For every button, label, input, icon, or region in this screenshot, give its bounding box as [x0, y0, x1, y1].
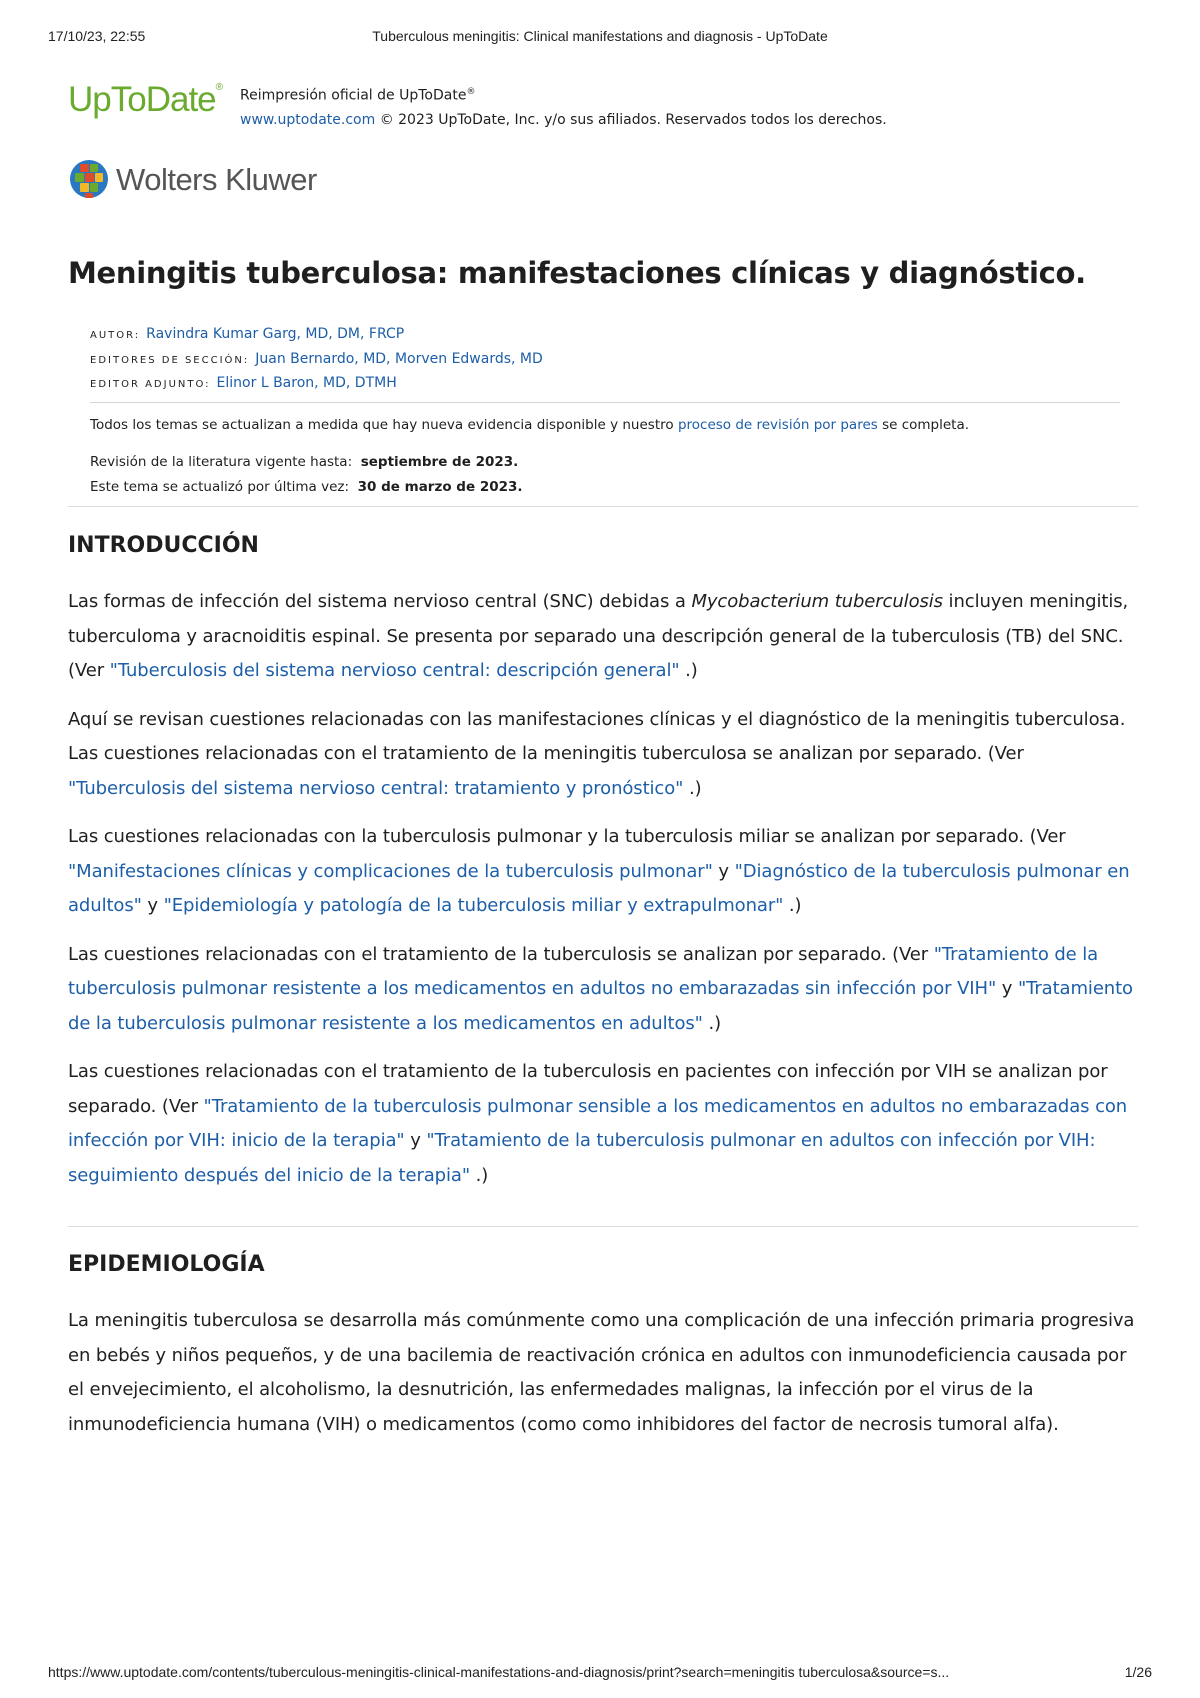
topic-dates: Revisión de la literatura vigente hasta: septiembre de 2023. Este tema se actualizó por última vez: 30 de marzo de 2023. [90, 454, 523, 495]
print-header [48, 28, 1152, 48]
topic-link[interactable]: "Tratamiento de la tuberculosis pulmonar sensible a los medicamentos en adultos no embarazadas con infección por VIH: inicio de la terapia" [68, 1095, 1128, 1151]
article-title: Meningitis tuberculosa: manifestaciones clínicas y diagnóstico. [68, 256, 1086, 290]
credit-deputy-editor: EDITOR ADJUNTO: Elinor L Baron, MD, DTMH [90, 375, 397, 391]
topic-link[interactable]: "Tratamiento de la tuberculosis pulmonar resistente a los medicamentos en adultos no embarazadas sin infección por VIH" [68, 943, 1099, 999]
paragraph: Las cuestiones relacionadas con el tratamiento de la tuberculosis se analizan por separado. (Ver "Tratamiento de la tuberculosis pulmonar resistente a los medicamentos en adultos no embarazadas sin infección por VIH" y "Tratamiento de la tuberculosis pulmonar resistente a los medicamentos en adultos" .) [68, 943, 1133, 1034]
topic-link[interactable]: "Manifestaciones clínicas y complicaciones de la tuberculosis pulmonar" [68, 860, 713, 882]
credit-section-editors: EDITORES DE SECCIÓN: Juan Bernardo, MD, Morven Edwards, MD [90, 350, 543, 367]
brand-header [68, 74, 1128, 204]
section-heading: INTRODUCCIÓN [68, 533, 259, 558]
credit-author: AUTOR: Ravindra Kumar Garg, MD, DM, FRCP [90, 326, 405, 342]
section-heading: EPIDEMIOLOGÍA [68, 1252, 265, 1277]
page-number: 1/26 [1124, 1664, 1152, 1680]
author-credits [90, 323, 543, 397]
topic-link[interactable]: "Epidemiología y patología de la tuberculosis miliar y extrapulmonar" [163, 895, 784, 916]
topic-link[interactable]: "Tratamiento de la tuberculosis pulmonar en adultos con infección por VIH: seguimiento después del inicio de la terapia" [68, 1130, 1096, 1186]
print-title: Tuberculous meningitis: Clinical manifestations and diagnosis - UpToDate [372, 28, 828, 44]
copyright-text: © 2023 UpToDate, Inc. y/o sus afiliados. Reservados todos los derechos. [375, 111, 887, 128]
print-date: 17/10/23, 22:55 [48, 28, 146, 44]
divider [68, 506, 1138, 507]
lit-review-date: septiembre de 2023. [360, 454, 519, 470]
section-introduccion [68, 531, 1138, 1193]
topic-link[interactable]: "Tuberculosis del sistema nervioso central: tratamiento y pronóstico" [68, 777, 684, 799]
paragraph: Las cuestiones relacionadas con la tuberculosis pulmonar y la tuberculosis miliar se analizan por separado. (Ver "Manifestaciones clínicas y complicaciones de la tuberculosis pulmonar" y "Diagnóstico de la tuberculosis pulmonar en adultos" y "Epidemiología y patología de la tuberculosis miliar y extrapulmonar" .) [68, 826, 1130, 916]
deputy-editor-link[interactable]: Elinor L Baron, MD, DTMH [216, 375, 397, 391]
section-editors-link[interactable]: Juan Bernardo, MD, Morven Edwards, MD [255, 350, 543, 367]
peer-review-link[interactable]: proceso de revisión por pares [677, 417, 878, 433]
section-epidemiologia [68, 1250, 1138, 1442]
divider [68, 1226, 1138, 1227]
author-link[interactable]: Ravindra Kumar Garg, MD, DM, FRCP [146, 326, 405, 342]
topic-link[interactable]: "Tratamiento de la tuberculosis pulmonar resistente a los medicamentos en adultos" [68, 978, 1133, 1034]
topic-link[interactable]: "Diagnóstico de la tuberculosis pulmonar en adultos" [68, 860, 1130, 916]
print-footer [48, 1664, 1152, 1684]
wolters-kluwer-name: Wolters Kluwer [116, 162, 317, 197]
divider [90, 402, 1120, 403]
wolters-kluwer-globe-icon [68, 158, 110, 200]
paragraph: Las cuestiones relacionadas con el tratamiento de la tuberculosis en pacientes con infección por VIH se analizan por separado. (Ver "Tratamiento de la tuberculosis pulmonar sensible a los medicamentos en adultos no embarazadas con infección por VIH: inicio de la terapia" y "Tratamiento de la tuberculosis pulmonar en adultos con infección por VIH: seguimiento después del inicio de la terapia" .) [68, 1061, 1128, 1186]
uptodate-site-link[interactable]: www.uptodate.com [240, 111, 376, 128]
paragraph: Aquí se revisan cuestiones relacionadas con las manifestaciones clínicas y el diagnóstico de la meningitis tuberculosa. Las cuestiones relacionadas con el tratamiento de la meningitis tuberculosa se analizan por separado. (Ver "Tuberculosis del sistema nervioso central: tratamiento y pronóstico" .) [68, 708, 1126, 799]
reprint-line: Reimpresión oficial de UpToDate [240, 87, 467, 104]
wolters-kluwer-logo[interactable] [68, 156, 368, 202]
paragraph: Las formas de infección del sistema nervioso central (SNC) debidas a Mycobacterium tuberculosis incluyen meningitis, tuberculoma y aracnoiditis espinal. Se presenta por separado una descripción general de la tuberculosis (TB) del SNC. (Ver "Tuberculosis del sistema nervioso central: descripción general" .) [68, 591, 1129, 681]
print-url: https://www.uptodate.com/contents/tuberculous-meningitis-clinical-manifestations-and-diagnosis/print?search=meningitis tuberculosa&source=s... [48, 1664, 950, 1680]
review-note: Todos los temas se actualizan a medida que hay nueva evidencia disponible y nuestro proceso de revisión por pares se completa. [90, 417, 970, 433]
paragraph: La meningitis tuberculosa se desarrolla más comúnmente como una complicación de una infección primaria progresiva en bebés y niños pequeños, y de una bacilemia de reactivación crónica en adultos con inmunodeficiencia causada por el envejecimiento, el alcoholismo, la desnutrición, las enfermedades malignas, la infección por el virus de la inmunodeficiencia humana (VIH) o medicamentos (como como inhibidores del factor de necrosis tumoral alfa). [68, 1310, 1135, 1435]
uptodate-logo[interactable]: UpToDate® [68, 80, 223, 119]
reprint-notice: Reimpresión oficial de UpToDate® www.uptodate.com © 2023 UpToDate, Inc. y/o sus afiliados. Reservados todos los derechos. [240, 87, 887, 128]
topic-link[interactable]: "Tuberculosis del sistema nervioso central: descripción general" [109, 660, 680, 681]
last-updated-date: 30 de marzo de 2023. [357, 479, 523, 495]
